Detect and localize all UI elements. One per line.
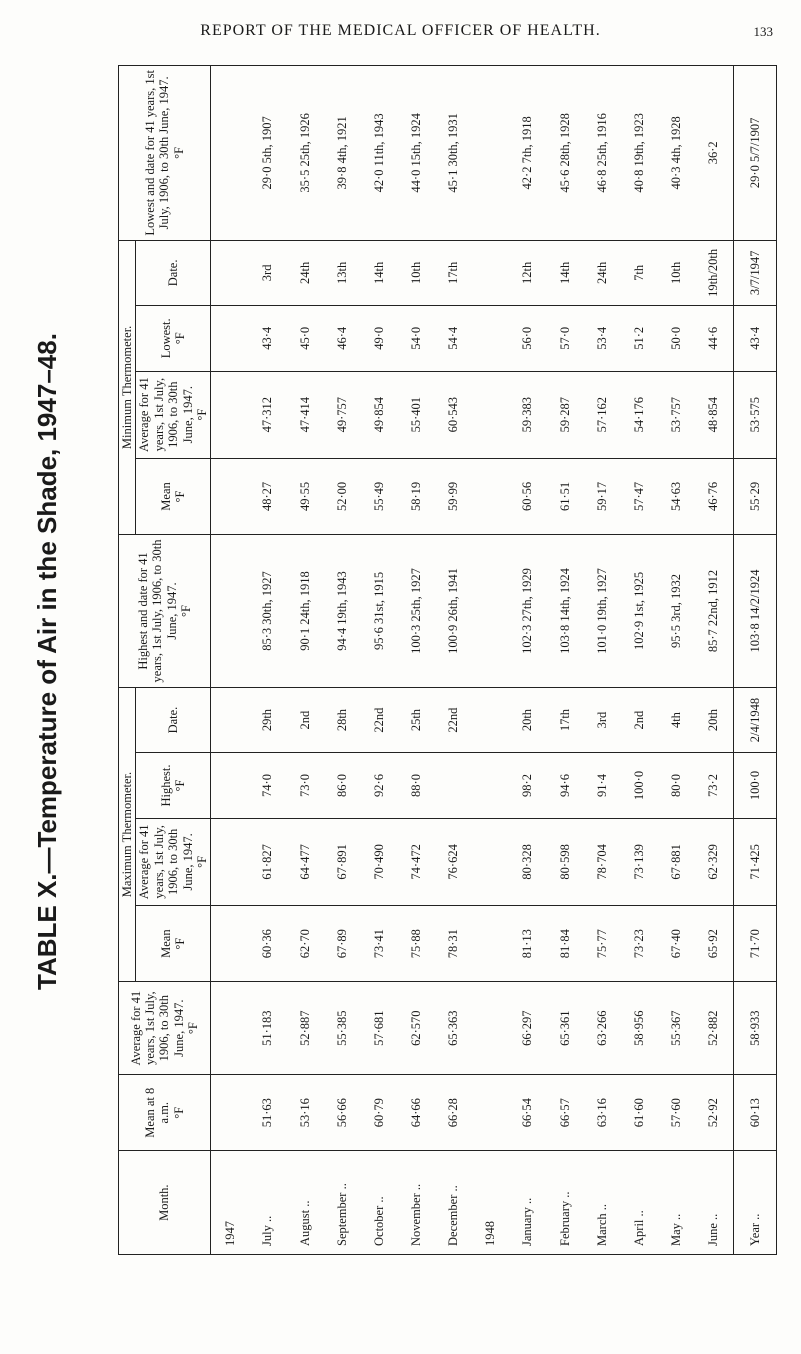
table-cell: 75·88: [408, 929, 423, 959]
year-min-lowest: [734, 306, 777, 371]
table-cell: [484, 985, 497, 1071]
table-cell: [224, 244, 237, 302]
table-cell: [224, 69, 237, 237]
table-cell: 39·8 4th, 1921: [334, 116, 349, 190]
table-cell: 78·704: [594, 844, 609, 880]
table-cell: 80·0: [668, 774, 683, 797]
table-cell: [484, 822, 497, 902]
year-min-mean: [734, 458, 777, 534]
table-cell: 57·681: [371, 1010, 386, 1046]
table-cell: 85·3 30th, 1927: [260, 571, 275, 651]
table-cell: 54·63: [668, 481, 683, 512]
table-cell: 100·0: [747, 770, 762, 801]
table-cell: [224, 691, 237, 749]
table-cell: 86·0: [334, 774, 349, 797]
table-cell: 14th: [371, 261, 386, 284]
table-cell: 73·41: [371, 929, 386, 959]
col-header-lowest-41: Lowest and date for 41 years, 1st July, 1906, to 30th June, 1947. °F: [119, 66, 211, 241]
table-cell: [224, 756, 237, 814]
table-cell: 20th: [706, 708, 721, 732]
table-cell: 103·8 14/2/1924: [747, 569, 762, 653]
table-cell: 49·0: [371, 326, 386, 350]
table-cell: 49·854: [371, 396, 386, 433]
table-cell: 20th: [520, 708, 535, 732]
year-lowest-41: [734, 66, 777, 241]
col-header-max-mean: Mean °F: [136, 905, 211, 981]
temperature-table-wrapper: [118, 65, 773, 1255]
table-cell: 81·13: [520, 929, 535, 959]
max_average-values: [212, 822, 732, 902]
table-cell: 78·31: [446, 929, 461, 959]
table-cell: 45·1 30th, 1931: [446, 113, 461, 193]
col-min-mean: [211, 458, 734, 534]
col-month: [211, 1151, 734, 1255]
report-title: REPORT OF THE MEDICAL OFFICER OF HEALTH.: [200, 22, 601, 39]
year-min-average: [734, 371, 777, 458]
table-cell: 52·00: [334, 481, 349, 512]
table-cell: 88·0: [408, 774, 423, 797]
table-cell: [224, 822, 237, 902]
table-cell: 94·4 19th, 1943: [334, 571, 349, 651]
table-cell: 3/7/1947: [747, 250, 762, 296]
table-cell: 25th: [408, 708, 423, 732]
table-cell: 67·89: [334, 929, 349, 959]
table-cell: 58·956: [631, 1010, 646, 1046]
table-cell: 14th: [557, 261, 572, 284]
year-max-mean: [734, 905, 777, 981]
table-cell: 102·9 1st, 1925: [631, 571, 646, 651]
table-cell: 22nd: [446, 707, 461, 733]
months-values: [735, 1154, 775, 1246]
col-min-lowest: [211, 306, 734, 371]
table-cell: 90·1 24th, 1918: [297, 571, 312, 651]
col-max-date: [211, 687, 734, 752]
table-cell: April ..: [631, 1210, 646, 1246]
table-cell: [484, 375, 497, 455]
max_mean-values: [212, 909, 732, 978]
table-row-year: [734, 66, 777, 1255]
table-cell: 61·60: [631, 1098, 646, 1128]
table-cell: 12th: [520, 261, 535, 284]
table-cell: 55·29: [747, 481, 762, 512]
table-cell: 7th: [631, 264, 646, 281]
table-cell: 45·0: [297, 326, 312, 350]
table-cell: 52·887: [297, 1010, 312, 1046]
table-cell: 92·6: [371, 774, 386, 797]
table-cell: 46·76: [706, 481, 721, 512]
table-cell: 65·92: [706, 929, 721, 959]
table-cell: 49·757: [334, 396, 349, 433]
table-cell: 58·933: [747, 1010, 762, 1046]
table-cell: 101·0 19th, 1927: [594, 568, 609, 654]
col-header-min-mean: Mean °F: [136, 458, 211, 534]
table-cell: 64·66: [408, 1098, 423, 1128]
table-cell: 56·66: [334, 1098, 349, 1128]
table-cell: [484, 69, 497, 237]
table-cell: 3rd: [594, 711, 609, 729]
table-cell: 48·854: [706, 396, 721, 433]
table-cell: June ..: [706, 1213, 721, 1246]
table-cell: 62·329: [706, 844, 721, 880]
year-max-average: [734, 818, 777, 905]
table-cell: 67·881: [668, 844, 683, 880]
table-cell: 60·36: [260, 929, 275, 959]
year-average-41: [734, 982, 777, 1075]
table-cell: 57·0: [557, 326, 572, 350]
table-cell: 61·51: [557, 481, 572, 512]
year-highest-41: [734, 535, 777, 688]
table-cell: 100·9 26th, 1941: [446, 568, 461, 654]
year-month: [734, 1151, 777, 1255]
table-cell: [484, 309, 497, 367]
min_mean-values: [735, 462, 775, 531]
mean_8am-values: [212, 1078, 732, 1147]
table-cell: 85·7 22nd, 1912: [706, 569, 721, 653]
highest_41-values: [212, 538, 732, 684]
table-cell: 75·77: [594, 929, 609, 959]
table-cell: [224, 909, 237, 978]
table-title: TABLE X.—Temperature of Air in the Shade, 1947–48.: [32, 333, 62, 990]
table-cell: 56·0: [520, 326, 535, 350]
table-cell: 57·162: [594, 396, 609, 433]
table-cell: [484, 691, 497, 749]
col-header-highest-41: Highest and date for 41 years, 1st July, 1906, to 30th June, 1947. °F: [119, 535, 211, 688]
table-cell: 57·47: [631, 481, 646, 512]
lowest_41-values: [735, 69, 775, 237]
months-values: [212, 1154, 732, 1246]
table-cell: 2nd: [297, 710, 312, 730]
mean_8am-values: [735, 1078, 775, 1147]
max_date-values: [212, 691, 732, 749]
table-cell: 54·4: [446, 326, 461, 350]
col-header-average-41: Average for 41 years, 1st July, 1906, to 30th June, 1947. °F: [119, 982, 211, 1075]
table-cell: 59·383: [520, 396, 535, 433]
table-cell: 95·6 31st, 1915: [371, 571, 386, 651]
group-header-minimum: Minimum Thermometer.: [119, 240, 136, 534]
col-header-max-date: Date.: [136, 687, 211, 752]
table-cell: 70·490: [371, 844, 386, 880]
table-cell: [484, 756, 497, 814]
table-cell: 81·84: [557, 929, 572, 959]
table-cell: September ..: [334, 1183, 349, 1246]
table-cell: January ..: [520, 1197, 535, 1246]
page-header: [0, 22, 801, 62]
col-highest-41: [211, 535, 734, 688]
col-mean-8am: [211, 1075, 734, 1151]
max_date-values: [735, 691, 775, 749]
min_lowest-values: [212, 309, 732, 367]
table-cell: 55·385: [334, 1010, 349, 1046]
table-cell: February ..: [557, 1191, 572, 1246]
table-cell: 73·23: [631, 929, 646, 959]
table-cell: 1948: [483, 1221, 498, 1246]
table-cell: 63·16: [594, 1098, 609, 1128]
table-cell: 51·63: [260, 1098, 275, 1128]
temperature-table: [118, 65, 777, 1255]
table-cell: 53·16: [297, 1098, 312, 1128]
table-cell: 17th: [557, 708, 572, 732]
table-cell: 95·5 3rd, 1932: [668, 574, 683, 648]
col-min-date: [211, 240, 734, 305]
table-cell: May ..: [668, 1213, 683, 1246]
min_date-values: [735, 244, 775, 302]
col-header-min-average: Average for 41 years, 1st July, 1906, to 30th June, 1947. °F: [136, 371, 211, 458]
table-cell: 24th: [297, 261, 312, 284]
table-cell: 53·575: [747, 396, 762, 433]
col-average-41: [211, 982, 734, 1075]
highest_41-values: [735, 538, 775, 684]
col-header-min-lowest: Lowest. °F: [136, 306, 211, 371]
table-cell: 60·543: [446, 396, 461, 433]
table-cell: 40·3 4th, 1928: [668, 116, 683, 190]
min_average-values: [735, 375, 775, 455]
table-cell: 55·367: [668, 1010, 683, 1046]
col-header-mean-8am: Mean at 8 a.m. °F: [119, 1075, 211, 1151]
table-cell: Year ..: [747, 1213, 762, 1246]
table-cell: 44·0 15th, 1924: [408, 113, 423, 193]
table-cell: 73·2: [706, 774, 721, 797]
table-cell: 49·55: [297, 481, 312, 512]
table-cell: 29·0 5th, 1907: [260, 116, 275, 190]
table-cell: 74·472: [408, 844, 423, 880]
year-mean-8am: [734, 1075, 777, 1151]
table-cell: 54·176: [631, 396, 646, 433]
table-cell: 45·6 28th, 1928: [557, 113, 572, 193]
table-cell: 59·99: [446, 481, 461, 512]
table-cell: 71·70: [747, 929, 762, 959]
table-cell: 47·414: [297, 396, 312, 433]
table-cell: 67·891: [334, 844, 349, 880]
table-cell: 40·8 19th, 1923: [631, 113, 646, 193]
table-cell: 60·13: [747, 1098, 762, 1128]
table-cell: 4th: [668, 712, 683, 729]
table-cell: 3rd: [260, 264, 275, 282]
table-cell: 53·4: [594, 326, 609, 350]
min_mean-values: [212, 462, 732, 531]
table-cell: July ..: [260, 1215, 275, 1246]
table-cell: 22nd: [371, 707, 386, 733]
table-cell: 43·4: [260, 326, 275, 350]
table-cell: 24th: [594, 261, 609, 284]
table-cell: 76·624: [446, 844, 461, 880]
col-max-average: [211, 818, 734, 905]
table-cell: 2/4/1948: [747, 697, 762, 743]
year-max-date: [734, 687, 777, 752]
table-cell: 44·6: [706, 326, 721, 350]
table-cell: 102·3 27th, 1929: [520, 568, 535, 654]
table-cell: 50·0: [668, 326, 683, 350]
table-cell: October ..: [371, 1196, 386, 1246]
max_highest-values: [735, 756, 775, 814]
table-cell: [484, 462, 497, 531]
table-cell: 62·70: [297, 929, 312, 959]
table-cell: [447, 756, 460, 814]
col-max-highest: [211, 753, 734, 818]
table-cell: 35·5 25th, 1926: [297, 113, 312, 193]
table-cell: 100·0: [631, 770, 646, 801]
col-header-min-date: Date.: [136, 240, 211, 305]
min_lowest-values: [735, 309, 775, 367]
table-cell: [484, 1078, 497, 1147]
table-cell: 73·0: [297, 774, 312, 797]
table-cell: [224, 309, 237, 367]
max_average-values: [735, 822, 775, 902]
min_date-values: [212, 244, 732, 302]
table-cell: 61·827: [260, 844, 275, 880]
year-min-date: [734, 240, 777, 305]
table-cell: 10th: [408, 261, 423, 284]
table-cell: 47·312: [260, 396, 275, 433]
max_highest-values: [212, 756, 732, 814]
table-cell: 36·2: [706, 141, 721, 165]
table-cell: 60·56: [520, 481, 535, 512]
table-cell: 28th: [334, 708, 349, 732]
table-cell: 2nd: [631, 710, 646, 730]
table-cell: 62·570: [408, 1010, 423, 1046]
table-cell: 59·287: [557, 396, 572, 433]
table-cell: 58·19: [408, 481, 423, 512]
table-cell: 43·4: [747, 326, 762, 350]
table-cell: December ..: [446, 1185, 461, 1246]
table-cell: 55·401: [408, 396, 423, 433]
table-cell: 48·27: [260, 481, 275, 512]
table-cell: 51·2: [631, 326, 646, 350]
table-cell: [484, 538, 497, 684]
table-cell: 29·0 5/7/1907: [747, 117, 762, 189]
table-cell: 52·92: [706, 1098, 721, 1128]
table-cell: 66·57: [557, 1098, 572, 1128]
table-cell: 54·0: [408, 326, 423, 350]
table-cell: August ..: [297, 1200, 312, 1246]
table-cell: 10th: [668, 261, 683, 284]
table-cell: 74·0: [260, 774, 275, 797]
table-cell: [224, 1078, 237, 1147]
table-cell: [224, 375, 237, 455]
table-cell: 98·2: [520, 774, 535, 797]
page-number: 133: [753, 24, 773, 39]
table-cell: 80·598: [557, 844, 572, 880]
table-cell: 51·183: [260, 1010, 275, 1046]
table-cell: 91·4: [594, 774, 609, 797]
table-cell: 57·60: [668, 1098, 683, 1128]
col-min-average: [211, 371, 734, 458]
group-header-maximum: Maximum Thermometer.: [119, 687, 136, 981]
table-cell: 66·297: [520, 1010, 535, 1046]
max_mean-values: [735, 909, 775, 978]
table-cell: 80·328: [520, 844, 535, 880]
table-cell: 65·361: [557, 1010, 572, 1046]
table-cell: [484, 244, 497, 302]
col-header-max-average: Average for 41 years, 1st July, 1906, to 30th June, 1947. °F: [136, 818, 211, 905]
col-header-max-highest: Highest. °F: [136, 753, 211, 818]
table-cell: 13th: [334, 261, 349, 284]
average_41-values: [212, 985, 732, 1071]
table-row-months: [211, 66, 734, 1255]
table-cell: [224, 538, 237, 684]
table-cell: 94·6: [557, 774, 572, 797]
min_average-values: [212, 375, 732, 455]
year-max-highest: [734, 753, 777, 818]
table-cell: 29th: [260, 708, 275, 732]
table-cell: 65·363: [446, 1010, 461, 1046]
table-cell: 46·4: [334, 326, 349, 350]
table-cell: 42·2 7th, 1918: [520, 116, 535, 190]
table-cell: 59·17: [594, 481, 609, 512]
table-cell: 17th: [446, 261, 461, 284]
average_41-values: [735, 985, 775, 1071]
col-lowest-41: [211, 66, 734, 241]
table-cell: 100·3 25th, 1927: [408, 568, 423, 654]
table-cell: 66·28: [446, 1098, 461, 1128]
table-cell: November ..: [408, 1183, 423, 1246]
table-cell: 71·425: [747, 844, 762, 880]
table-cell: 73·139: [631, 844, 646, 880]
table-cell: 63·266: [594, 1010, 609, 1046]
table-cell: March ..: [594, 1204, 609, 1246]
table-cell: 53·757: [668, 396, 683, 433]
table-cell: 46·8 25th, 1916: [594, 113, 609, 193]
table-cell: 42·0 11th, 1943: [371, 113, 386, 193]
table-cell: [224, 462, 237, 531]
lowest_41-values: [212, 69, 732, 237]
table-cell: 19th/20th: [706, 248, 721, 297]
table-cell: 64·477: [297, 844, 312, 880]
table-cell: 66·54: [520, 1098, 535, 1128]
table-cell: 55·49: [371, 481, 386, 512]
table-cell: 103·8 14th, 1924: [557, 568, 572, 654]
col-max-mean: [211, 905, 734, 981]
table-cell: [484, 909, 497, 978]
table-cell: 1947: [223, 1221, 238, 1246]
table-cell: 60·79: [371, 1098, 386, 1128]
table-cell: 52·882: [706, 1010, 721, 1046]
table-cell: 67·40: [668, 929, 683, 959]
col-header-month: Month.: [119, 1151, 211, 1255]
table-cell: [224, 985, 237, 1071]
